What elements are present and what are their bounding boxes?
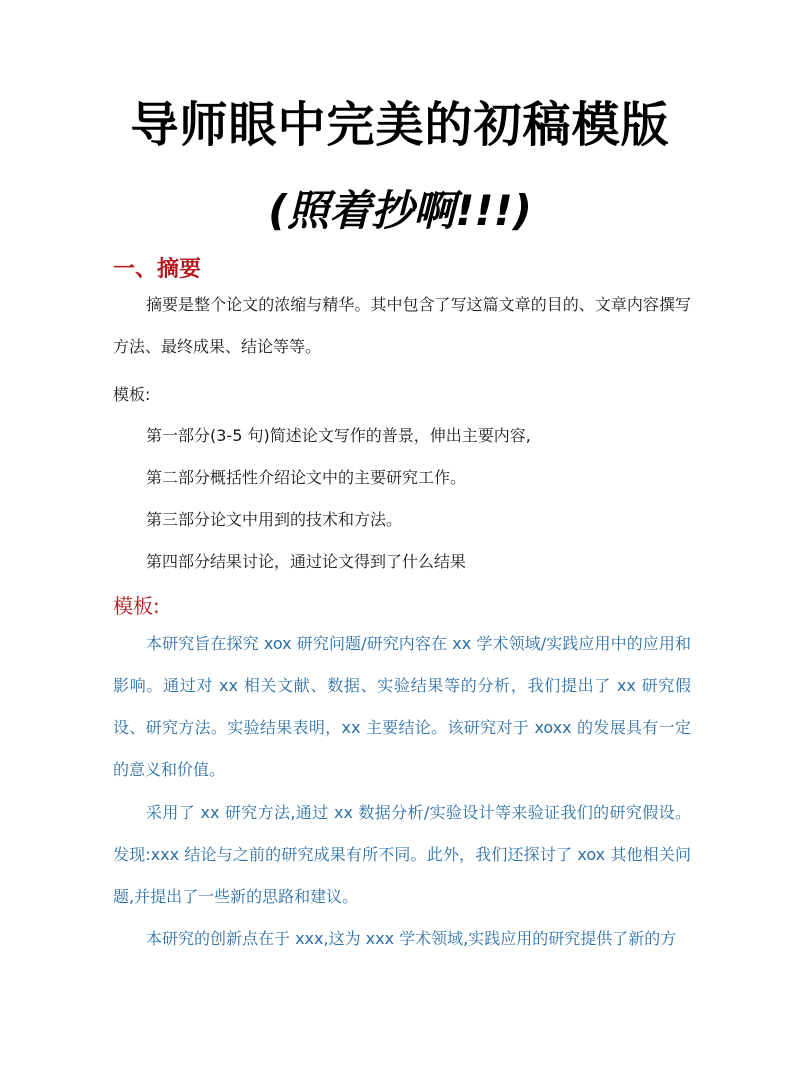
example-paragraph-3: 本研究的创新点在于 xxx,这为 xxx 学术领域,实践应用的研究提供了新的方 [146, 929, 677, 948]
section-heading-abstract: 一、摘要 [113, 257, 202, 282]
part-4: 第四部分结果讨论，通过论文得到了什么结果 [146, 552, 467, 571]
part-1: 第一部分(3-5 句)简述论文写作的普景，伸出主要内容, [146, 426, 531, 445]
example-paragraph-1: 本研究旨在探究 xox 研究问题/研究内容在 xx 学术领域/实践应用中的应用和影响。通过对 xx 相关文献、数据、实验结果等的分析，我们提出了 xx 研究假设、研究方法。实验结果表明，xx 主要结论。该研究对于 xoxx 的发展具有一定的意义和价值。 [113, 634, 691, 779]
template-label-red: 模板: [113, 594, 160, 618]
template-label: 模板: [113, 385, 151, 404]
document-subtitle: (照着抄啊!!!) [268, 186, 532, 235]
example-paragraph-2: 采用了 xx 研究方法,通过 xx 数据分析/实验设计等来验证我们的研究假设。发现:xxx 结论与之前的研究成果有所不同。此外，我们还探讨了 xox 其他相关问题,并提出了一些新的思路和建议。 [113, 803, 691, 906]
document-title: 导师眼中完美的初稿模版 [130, 97, 670, 153]
part-3: 第三部分论文中用到的技术和方法。 [146, 510, 403, 529]
intro-paragraph: 摘要是整个论文的浓缩与精华。其中包含了写这篇文章的目的、文章内容撰写方法、最终成果、结论等等。 [113, 295, 691, 356]
part-2: 第二部分概括性介绍论文中的主要研究工作。 [146, 468, 467, 487]
